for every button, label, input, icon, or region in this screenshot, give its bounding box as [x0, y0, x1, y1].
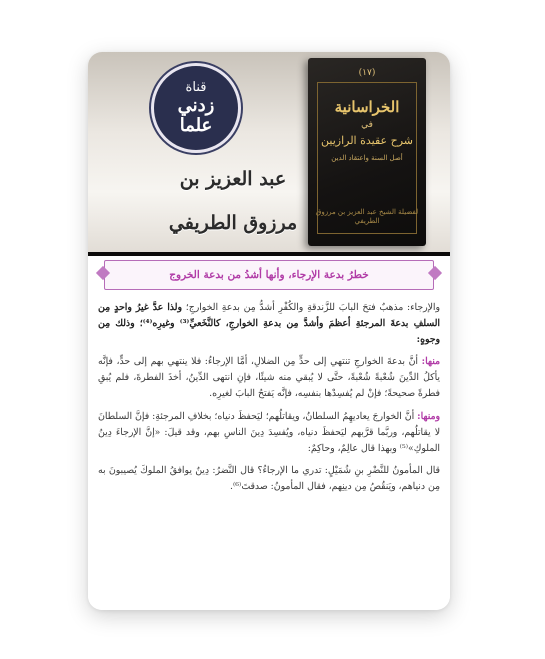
content-card — [88, 52, 450, 610]
section-heading: خطرُ بدعة الإرجاء، وأنها أشدُ من بدعة الخروج — [169, 269, 369, 281]
book-fi: في — [361, 120, 373, 130]
author-name: عبد العزيز بن مرزوق الطريفي — [168, 168, 298, 234]
paragraph-1 — [98, 300, 440, 348]
p2-label: منها: — [421, 356, 440, 368]
logo-line3: علما — [179, 115, 213, 136]
book-subtitle2: أصل السنة واعتقاد الدين — [331, 154, 403, 162]
p1-tail: ⁽³⁾ وغيرِه⁽⁴⁾؛ وذلك مِن وجوهٍ: — [98, 318, 440, 346]
paragraph-2 — [98, 354, 440, 402]
paragraph-3 — [98, 409, 440, 457]
article-content — [88, 256, 450, 610]
logo-line1: قناة — [185, 80, 207, 95]
book-number: (١٧) — [358, 68, 376, 78]
book-subtitle: شرح عقيدة الرازيين — [321, 134, 413, 147]
book-cover — [308, 58, 426, 246]
p1-bold: ولذا عدَّ غيرُ واحدٍ مِن السلفِ بدعةَ المرجئةِ أعظمَ وأشدَّ مِن بدعةِ الخوارجِ، كالنَّخَعيِّ — [98, 302, 440, 330]
banner — [88, 52, 450, 252]
p4-text: قال المأمونُ للنَّضْرِ بنِ شُمَيْلٍ: تدري ما الإرجاءُ؟ قال النَّضرُ: دِينٌ يوافقُ الملوكَ يُصيبونَ به مِن دنياهم، ويَنقُصُ مِن دينِهم، فقال المأمونُ: صدقتَ⁽⁶⁾. — [98, 464, 440, 492]
book-footer: لفضيلة الشيخ عبد العزيز بن مرزوق الطريفي — [315, 208, 419, 225]
p1-text: والإرجاء: مذهبٌ فتحَ البابَ للزَّندقةِ والكُفْرِ أشدُّ مِن بدعةِ الخوارجِ؛ — [182, 302, 440, 313]
body-text — [98, 300, 440, 501]
p3-label: ومنها: — [417, 410, 440, 422]
heading-box — [104, 260, 434, 290]
p3-text: أنَّ الخوارجَ يعاديهِمُ السلطانُ، ويقاتلُهم؛ ليَحفظَ دنياه؛ بخلافِ المرجئةِ: فإنَّ السلطانَ لا يقاتلُهم، وربَّما قرَّبهم ليَحفظَ دنياه، ويُفسِدَ دِينَ الناسِ بهم، وقد قيلَ: «إنَّ الإرجاءَ دِينُ الملوكِ»⁽⁵⁾ وبهذا قال عالِمٌ، وحاكِمٌ: — [98, 410, 440, 454]
channel-logo — [151, 63, 241, 153]
paragraph-4 — [98, 463, 440, 495]
logo-line2: زدني — [177, 95, 215, 116]
book-title: الخراسانية — [334, 98, 400, 116]
p2-text: أنَّ بدعةَ الخوارجِ تنتهي إلى حدٍّ مِن الضلالِ، أمَّا الإرجاءُ: فلا ينتهي بهم إلى حدٍّ، فإنَّه يأكلُ الدِّينَ شُعْبةً شُعْبةً، حتَّى لا يُبقي منه شيئًا، فإنِ انتهى الدِّينُ، أخذَ الفطرةَ، فلم يُبقِ فطرةً صحيحةً؛ فإنْ لم يُفسِدْها بنفسِه، فإنَّه يَفتحُ البابَ لغيرِه. — [98, 356, 440, 400]
